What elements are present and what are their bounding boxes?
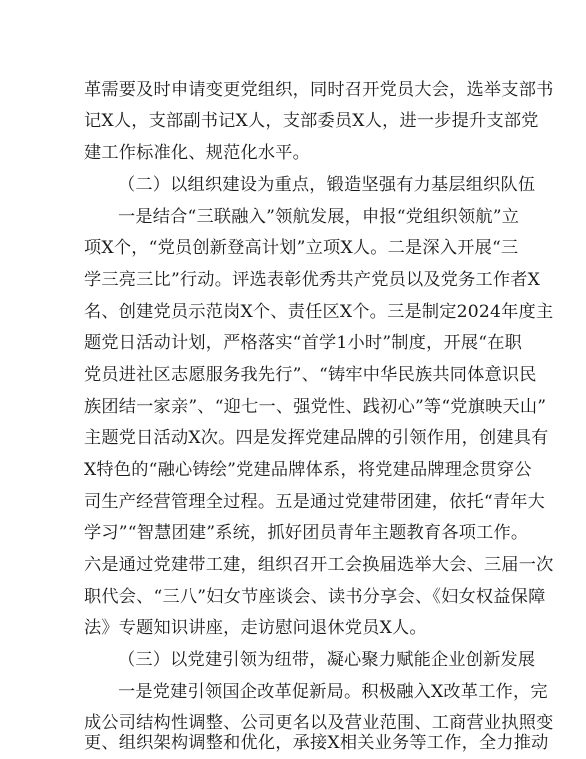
body-text-line: 学习”“智慧团建”系统，抓好团员青年主题教育各项工作。: [84, 523, 529, 543]
body-text-line: 建工作标准化、规范化水平。: [84, 143, 311, 163]
body-text-line: 名、创建党员示范岗X个、责任区X个。三是制定2024年度主: [84, 302, 554, 322]
body-text-line: 一是党建引领国企改革促新局。积极融入X改革工作，完: [118, 682, 548, 702]
body-text-line: 更、组织架构调整和优化，承接X相关业务等工作，全力推动: [84, 733, 549, 753]
body-text-line: 法》专题知识讲座，走访慰问退休党员X人。: [84, 618, 427, 638]
body-text-line: 主题党日活动X次。四是发挥党建品牌的引领作用，创建具有: [84, 428, 549, 448]
body-text-line: 职代会、“三八”妇女节座谈会、读书分享会、《妇女权益保障: [84, 587, 546, 607]
body-text-line: 题党日活动计划，严格落实“首学1小时”制度，开展“在职: [84, 333, 523, 353]
body-text-line: 记X人，支部副书记X人，支部委员X人，进一步提升支部党: [84, 111, 539, 131]
body-text-line: 司生产经营管理全过程。五是通过党建带团建，依托“青年大: [84, 492, 546, 512]
section-heading-3: （三）以党建引领为纽带，凝心聚力赋能企业创新发展: [118, 650, 536, 670]
body-text-line: 革需要及时申请变更党组织，同时召开党员大会，选举支部书: [84, 80, 554, 100]
body-text-line: X特色的“融心铸绘”党建品牌体系，将党建品牌理念贯穿公: [84, 460, 532, 480]
body-text-line: 成公司结构性调整、公司更名以及营业范围、工商营业执照变: [84, 713, 554, 733]
body-text-line: 族团结一家亲”、“迎七一、强党性、践初心”等“党旗映天山”: [84, 397, 547, 417]
body-text-line: 项X个，“党员创新登高计划”立项X人。二是深入开展“三: [84, 238, 519, 258]
body-text-line: 学三亮三比”行动。评选表彰优秀共产党员以及党务工作者X: [84, 270, 541, 290]
section-heading-2: （二）以组织建设为重点，锻造坚强有力基层组织队伍: [118, 175, 536, 195]
body-text-line: 一是结合“三联融入”领航发展，申报“党组织领航”立: [118, 207, 520, 227]
body-text-line: 六是通过党建带工建，组织召开工会换届选举大会、三届一次: [84, 555, 554, 575]
body-text-line: 党员进社区志愿服务我先行”、“铸牢中华民族共同体意识民: [84, 365, 537, 385]
